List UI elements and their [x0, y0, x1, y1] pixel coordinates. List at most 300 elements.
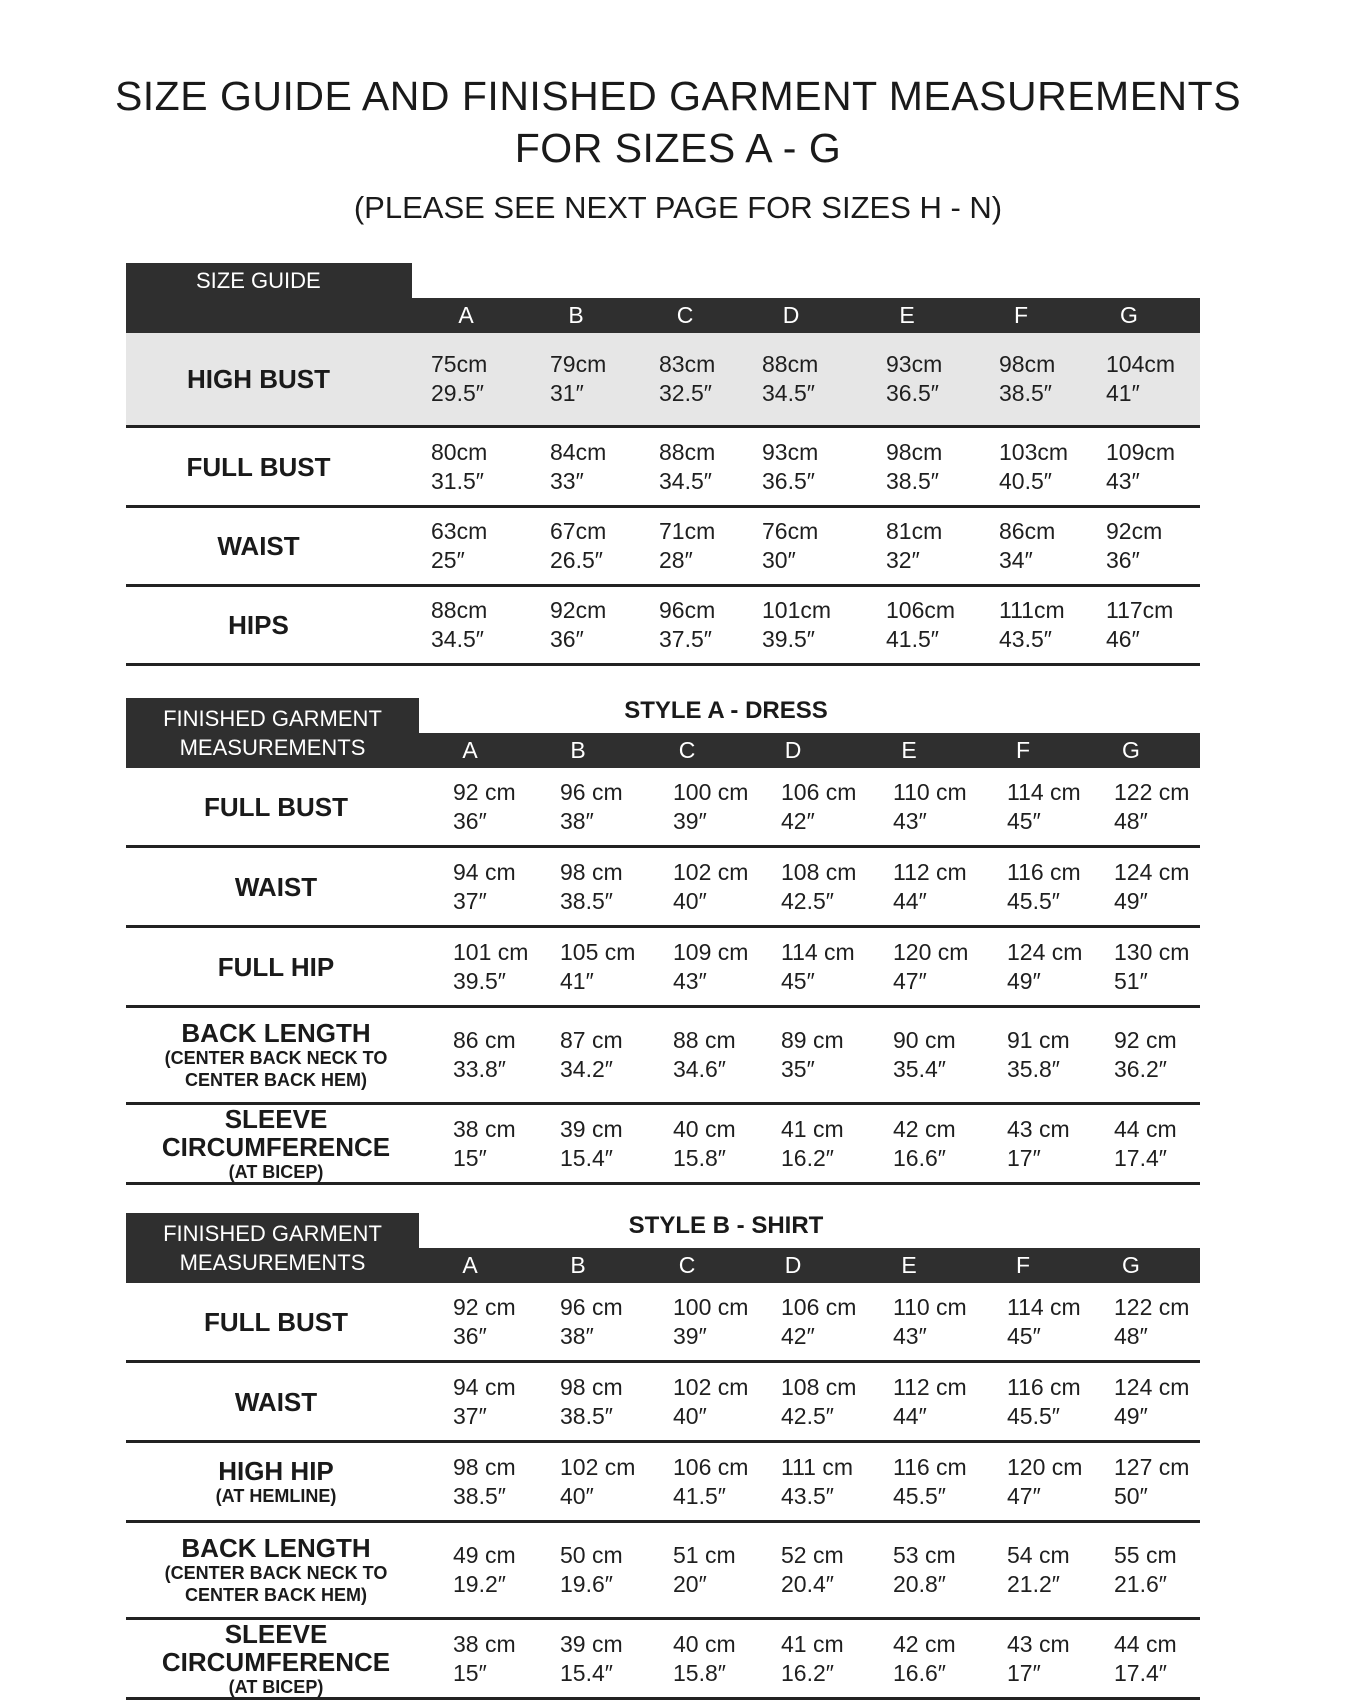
- size-guide-size-col-g: G: [1120, 302, 1138, 328]
- value-inches: 21.6″: [1114, 1571, 1167, 1597]
- value-inches: 42″: [781, 807, 815, 834]
- measurement-cell: [453, 768, 516, 845]
- value-cm: 111 cm: [781, 1453, 854, 1480]
- value-cm: 98cm: [999, 351, 1056, 377]
- value-inches: 34.2″: [560, 1056, 613, 1082]
- value-cm: 51 cm: [673, 1542, 736, 1568]
- row-label: [126, 587, 391, 663]
- value-inches: 34.5″: [762, 380, 815, 406]
- value-inches: 43.5″: [781, 1482, 834, 1509]
- measurement-cell: [893, 1008, 956, 1102]
- value-cm: 93cm: [762, 438, 819, 465]
- value-cm: 92cm: [550, 597, 607, 623]
- value-cm: 103cm: [999, 438, 1069, 465]
- value-cm: 105 cm: [560, 938, 636, 965]
- value-inches: 47″: [1007, 1482, 1041, 1509]
- row-label-sub: (AT BICEP): [228, 1161, 324, 1182]
- value-inches: 30″: [762, 547, 796, 573]
- measurement-cell: [1007, 928, 1082, 1005]
- value-inches: 28″: [659, 547, 693, 573]
- measurement-cell: [999, 587, 1065, 663]
- value-inches: 42.5″: [781, 887, 834, 914]
- measurement-cell: [1114, 1620, 1177, 1697]
- value-inches: 35.4″: [893, 1056, 946, 1082]
- measurement-cell: [1106, 428, 1175, 505]
- value-inches: 41″: [1106, 380, 1140, 406]
- measurement-cell: [781, 1443, 853, 1520]
- value-inches: 35.8″: [1007, 1056, 1060, 1082]
- measurement-cell: [893, 1105, 956, 1182]
- value-inches: 43″: [893, 1322, 927, 1349]
- value-cm: 112 cm: [893, 858, 967, 885]
- value-cm: 106 cm: [781, 1293, 857, 1320]
- value-inches: 36″: [1106, 547, 1140, 573]
- value-inches: 42.5″: [781, 1402, 834, 1429]
- measurement-cell: [999, 333, 1055, 425]
- measurement-cell: [1007, 1363, 1081, 1440]
- value-cm: 111cm: [999, 597, 1065, 623]
- measurement-cell: [453, 1105, 516, 1182]
- measurement-cell: [560, 1008, 623, 1102]
- row-label: [126, 1523, 426, 1617]
- measurement-cell: [673, 1620, 736, 1697]
- measurement-cell: [893, 1523, 956, 1617]
- value-inches: 16.6″: [893, 1144, 946, 1171]
- row-label-sub: CENTER BACK HEM): [185, 1585, 367, 1605]
- style-a-header-tab: [126, 698, 419, 768]
- style-a-size-col-d: D: [784, 737, 802, 763]
- value-cm: 110 cm: [893, 1293, 967, 1320]
- value-cm: 88 cm: [673, 1027, 736, 1053]
- value-cm: 114 cm: [781, 938, 855, 965]
- measurement-cell: [673, 768, 748, 845]
- measurement-cell: [1114, 1105, 1177, 1182]
- value-cm: 117cm: [1106, 597, 1174, 623]
- measurement-cell: [453, 1008, 516, 1102]
- value-inches: 41.5″: [673, 1482, 726, 1509]
- value-cm: 101cm: [762, 597, 832, 623]
- value-inches: 34.5″: [431, 626, 484, 652]
- value-inches: 49″: [1114, 1402, 1148, 1429]
- measurement-cell: [886, 333, 942, 425]
- style-a-header: [126, 698, 1200, 768]
- measurement-cell: [1114, 768, 1189, 845]
- table-row: [126, 1620, 1200, 1700]
- style-b-header-label-line-2: MEASUREMENTS: [179, 1250, 366, 1275]
- measurement-cell: [781, 928, 855, 1005]
- table-row: [126, 1283, 1200, 1363]
- table-row: [126, 1523, 1200, 1620]
- measurement-cell: [560, 1363, 623, 1440]
- value-inches: 40″: [560, 1482, 594, 1509]
- value-cm: 40 cm: [673, 1115, 736, 1142]
- table-row: [126, 1443, 1200, 1523]
- value-cm: 92 cm: [453, 1293, 516, 1320]
- value-cm: 75cm: [431, 351, 488, 377]
- measurement-cell: [893, 768, 967, 845]
- value-cm: 106 cm: [673, 1453, 749, 1480]
- size-guide-table: [126, 263, 1200, 666]
- style-a-dress-table: [126, 698, 1200, 1185]
- value-cm: 88cm: [659, 438, 716, 465]
- value-inches: 47″: [893, 967, 927, 994]
- value-inches: 34.5″: [659, 467, 712, 494]
- value-cm: 43 cm: [1007, 1115, 1070, 1142]
- style-b-style-title: STYLE B - SHIRT: [628, 1212, 824, 1239]
- style-b-size-col-f: F: [1015, 1252, 1031, 1278]
- value-inches: 43″: [1106, 467, 1140, 494]
- value-cm: 109cm: [1106, 438, 1176, 465]
- row-label-main: FULL BUST: [204, 1306, 348, 1337]
- value-inches: 33″: [550, 467, 584, 494]
- value-cm: 98cm: [886, 438, 943, 465]
- measurement-cell: [560, 1620, 623, 1697]
- row-label: [126, 1283, 426, 1360]
- value-inches: 19.6″: [560, 1571, 613, 1597]
- value-cm: 44 cm: [1114, 1115, 1177, 1142]
- value-cm: 88cm: [431, 597, 488, 623]
- value-cm: 89 cm: [781, 1027, 844, 1053]
- value-inches: 43″: [893, 807, 927, 834]
- value-cm: 130 cm: [1114, 938, 1190, 965]
- value-cm: 84cm: [550, 438, 607, 465]
- value-inches: 34.6″: [673, 1056, 726, 1082]
- value-cm: 98 cm: [560, 858, 623, 885]
- measurement-cell: [1114, 1363, 1189, 1440]
- value-inches: 39″: [673, 807, 707, 834]
- style-a-header-label-line-1: FINISHED GARMENT: [163, 706, 382, 731]
- measurement-cell: [893, 1443, 967, 1520]
- value-cm: 71cm: [659, 518, 716, 544]
- table-row: [126, 1105, 1200, 1185]
- value-inches: 31.5″: [431, 467, 484, 494]
- measurement-cell: [560, 1443, 635, 1520]
- value-cm: 122 cm: [1114, 1293, 1190, 1320]
- measurement-cell: [431, 333, 487, 425]
- value-inches: 48″: [1114, 1322, 1148, 1349]
- value-inches: 32.5″: [659, 380, 712, 406]
- measurement-cell: [781, 1283, 856, 1360]
- value-cm: 120 cm: [893, 938, 969, 965]
- value-cm: 101 cm: [453, 938, 529, 965]
- row-label: [126, 508, 391, 584]
- measurement-cell: [550, 587, 606, 663]
- row-label-main: BACK LENGTH: [181, 1533, 371, 1563]
- measurement-cell: [762, 508, 818, 584]
- style-a-size-col-c: C: [678, 737, 696, 763]
- value-inches: 16.6″: [893, 1659, 946, 1686]
- value-inches: 39.5″: [762, 626, 815, 652]
- value-cm: 53 cm: [893, 1542, 956, 1568]
- measurement-cell: [431, 587, 487, 663]
- measurement-cell: [893, 848, 967, 925]
- row-label-main: HIGH BUST: [187, 364, 330, 394]
- table-row: [126, 848, 1200, 928]
- page-header: [0, 70, 1356, 228]
- value-inches: 44″: [893, 1402, 927, 1429]
- value-cm: 42 cm: [893, 1630, 956, 1657]
- value-inches: 17″: [1007, 1144, 1041, 1171]
- measurement-cell: [673, 1523, 736, 1617]
- value-cm: 44 cm: [1114, 1630, 1177, 1657]
- value-cm: 108 cm: [781, 1373, 857, 1400]
- value-inches: 17.4″: [1114, 1144, 1167, 1171]
- value-cm: 90 cm: [893, 1027, 956, 1053]
- style-a-header-label-line-2: MEASUREMENTS: [179, 735, 366, 760]
- value-inches: 20.4″: [781, 1571, 834, 1597]
- value-inches: 38.5″: [560, 887, 613, 914]
- row-label: [126, 1620, 426, 1697]
- size-guide-size-col-e: E: [899, 302, 915, 328]
- measurement-cell: [673, 1283, 748, 1360]
- style-b-header: [126, 1213, 1200, 1283]
- measurement-cell: [781, 1105, 844, 1182]
- row-label-sub: (CENTER BACK NECK TO: [164, 1563, 388, 1583]
- value-cm: 67cm: [550, 518, 607, 544]
- measurement-cell: [781, 1008, 844, 1102]
- measurement-cell: [673, 1105, 736, 1182]
- table-row: [126, 333, 1200, 428]
- value-inches: 36″: [550, 626, 584, 652]
- value-inches: 37.5″: [659, 626, 712, 652]
- measurement-cell: [453, 848, 516, 925]
- measurement-cell: [893, 928, 968, 1005]
- style-b-size-col-g: G: [1122, 1252, 1140, 1278]
- table-row: [126, 587, 1200, 666]
- row-label-main: WAIST: [234, 1386, 318, 1417]
- row-label-main: SLEEVE CIRCUMFERENCE: [161, 1618, 391, 1677]
- measurement-cell: [999, 508, 1055, 584]
- value-inches: 36.2″: [1114, 1056, 1167, 1082]
- value-inches: 39″: [673, 1322, 707, 1349]
- value-inches: 16.2″: [781, 1144, 834, 1171]
- value-cm: 96 cm: [560, 1293, 623, 1320]
- value-inches: 32″: [886, 547, 920, 573]
- value-cm: 106cm: [886, 597, 956, 623]
- value-inches: 20″: [673, 1571, 707, 1597]
- style-b-size-col-e: E: [901, 1252, 917, 1278]
- measurement-cell: [659, 333, 715, 425]
- row-label: [126, 1008, 426, 1102]
- measurement-cell: [762, 333, 818, 425]
- measurement-cell: [999, 428, 1068, 505]
- value-cm: 79cm: [550, 351, 607, 377]
- value-inches: 45″: [1007, 807, 1041, 834]
- value-inches: 51″: [1114, 967, 1148, 994]
- value-cm: 100 cm: [673, 1293, 749, 1320]
- value-cm: 96 cm: [560, 778, 623, 805]
- size-guide-size-col-d: D: [782, 302, 800, 328]
- value-cm: 86cm: [999, 518, 1056, 544]
- value-cm: 83cm: [659, 351, 716, 377]
- value-cm: 102 cm: [673, 858, 749, 885]
- row-label: [126, 333, 391, 425]
- measurement-cell: [1114, 1523, 1177, 1617]
- value-cm: 116 cm: [1007, 1373, 1081, 1400]
- measurement-cell: [550, 508, 606, 584]
- value-cm: 110 cm: [893, 778, 967, 805]
- row-label-sub: (CENTER BACK NECK TO: [164, 1048, 388, 1068]
- value-cm: 91 cm: [1007, 1027, 1070, 1053]
- measurement-cell: [560, 1105, 623, 1182]
- value-cm: 124 cm: [1114, 1373, 1190, 1400]
- measurement-cell: [560, 768, 623, 845]
- value-inches: 37″: [453, 1402, 487, 1429]
- page-subtitle: (PLEASE SEE NEXT PAGE FOR SIZES H - N): [353, 190, 1003, 225]
- page-title-line-2: FOR SIZES A - G: [514, 125, 842, 171]
- value-cm: 40 cm: [673, 1630, 736, 1657]
- measurement-cell: [762, 587, 831, 663]
- table-row: [126, 928, 1200, 1008]
- value-cm: 116 cm: [893, 1453, 967, 1480]
- value-inches: 15.4″: [560, 1144, 613, 1171]
- value-cm: 116 cm: [1007, 858, 1081, 885]
- measurement-cell: [453, 1443, 516, 1520]
- value-inches: 15.8″: [673, 1144, 726, 1171]
- measurement-cell: [1007, 1283, 1081, 1360]
- value-inches: 49″: [1114, 887, 1148, 914]
- value-inches: 38″: [560, 807, 594, 834]
- measurement-cell: [781, 848, 856, 925]
- measurement-cell: [1106, 508, 1162, 584]
- value-inches: 26.5″: [550, 547, 603, 573]
- measurement-cell: [886, 587, 955, 663]
- measurement-cell: [659, 428, 715, 505]
- row-label-main: FULL BUST: [186, 451, 331, 482]
- value-inches: 19.2″: [453, 1571, 506, 1597]
- value-cm: 92 cm: [1114, 1027, 1177, 1053]
- value-cm: 98 cm: [560, 1373, 623, 1400]
- value-cm: 102 cm: [560, 1453, 636, 1480]
- value-inches: 36.5″: [886, 380, 939, 406]
- measurement-cell: [781, 1620, 844, 1697]
- value-inches: 45″: [1007, 1322, 1041, 1349]
- measurement-cell: [1007, 1008, 1070, 1102]
- row-label: [126, 1105, 426, 1182]
- value-cm: 63cm: [431, 518, 488, 544]
- value-inches: 45.5″: [893, 1482, 946, 1509]
- value-cm: 109 cm: [673, 938, 749, 965]
- value-inches: 36.5″: [762, 467, 815, 494]
- measurement-cell: [781, 1363, 856, 1440]
- row-label-sub: (AT BICEP): [228, 1676, 324, 1697]
- measurement-cell: [453, 1620, 516, 1697]
- value-cm: 43 cm: [1007, 1630, 1070, 1657]
- value-cm: 50 cm: [560, 1542, 623, 1568]
- table-row: [126, 428, 1200, 508]
- value-inches: 40″: [673, 887, 707, 914]
- value-inches: 20.8″: [893, 1571, 946, 1597]
- value-inches: 41″: [560, 967, 594, 994]
- measurement-cell: [659, 508, 715, 584]
- measurement-cell: [886, 428, 942, 505]
- value-cm: 102 cm: [673, 1373, 749, 1400]
- value-inches: 43″: [673, 967, 707, 994]
- measurement-cell: [1007, 848, 1081, 925]
- value-inches: 15″: [453, 1144, 487, 1171]
- style-a-size-col-e: E: [901, 737, 917, 763]
- measurement-cell: [453, 928, 528, 1005]
- measurement-cell: [453, 1283, 516, 1360]
- measurement-cell: [673, 1443, 748, 1520]
- style-b-size-col-a: A: [462, 1252, 478, 1278]
- measurement-cell: [1114, 928, 1189, 1005]
- row-label-main: BACK LENGTH: [181, 1018, 371, 1048]
- value-inches: 16.2″: [781, 1659, 834, 1686]
- style-b-header-tab: [126, 1213, 419, 1283]
- size-guide-size-col-c: C: [676, 302, 694, 328]
- measurement-cell: [453, 1363, 516, 1440]
- value-inches: 38.5″: [453, 1482, 506, 1509]
- value-cm: 94 cm: [453, 858, 516, 885]
- value-inches: 45″: [781, 967, 815, 994]
- value-inches: 31″: [550, 380, 584, 406]
- measurement-cell: [560, 1283, 623, 1360]
- value-cm: 108 cm: [781, 858, 857, 885]
- value-inches: 36″: [453, 807, 487, 834]
- measurement-cell: [431, 508, 487, 584]
- value-inches: 15.8″: [673, 1659, 726, 1686]
- measurement-cell: [560, 1523, 623, 1617]
- style-b-header-label-line-1: FINISHED GARMENT: [163, 1221, 382, 1246]
- value-cm: 86 cm: [453, 1027, 516, 1053]
- value-inches: 46″: [1106, 626, 1140, 652]
- table-row: [126, 1363, 1200, 1443]
- value-inches: 29.5″: [431, 380, 484, 406]
- measurement-cell: [886, 508, 942, 584]
- value-cm: 39 cm: [560, 1630, 623, 1657]
- measurement-cell: [550, 333, 606, 425]
- row-label-main: FULL BUST: [204, 791, 348, 822]
- value-inches: 40.5″: [999, 467, 1052, 494]
- value-inches: 36″: [453, 1322, 487, 1349]
- style-a-style-title: STYLE A - DRESS: [624, 697, 828, 724]
- value-inches: 39.5″: [453, 967, 506, 994]
- row-label: [126, 848, 426, 925]
- value-cm: 104cm: [1106, 351, 1176, 377]
- value-cm: 98 cm: [453, 1453, 516, 1480]
- style-b-size-col-c: C: [678, 1252, 696, 1278]
- size-guide-header: [126, 263, 1200, 333]
- style-a-size-col-a: A: [462, 737, 478, 763]
- value-cm: 81cm: [886, 518, 943, 544]
- measurement-cell: [560, 848, 623, 925]
- row-label-main: SLEEVE CIRCUMFERENCE: [161, 1103, 391, 1162]
- size-guide-size-col-a: A: [458, 302, 474, 328]
- value-inches: 41.5″: [886, 626, 939, 652]
- size-guide-header-label: SIZE GUIDE: [196, 268, 321, 293]
- measurement-cell: [550, 428, 606, 505]
- value-cm: 41 cm: [781, 1630, 844, 1657]
- value-inches: 45.5″: [1007, 887, 1060, 914]
- value-cm: 80cm: [431, 438, 488, 465]
- value-cm: 88cm: [762, 351, 819, 377]
- value-inches: 17.4″: [1114, 1659, 1167, 1686]
- measurement-cell: [1007, 1105, 1070, 1182]
- measurement-cell: [1114, 1443, 1189, 1520]
- page-title-line-1: SIZE GUIDE AND FINISHED GARMENT MEASUREMENTS: [114, 73, 1242, 119]
- value-inches: 21.2″: [1007, 1571, 1060, 1597]
- row-label-main: WAIST: [234, 871, 318, 902]
- measurement-cell: [1007, 1443, 1082, 1520]
- value-cm: 54 cm: [1007, 1542, 1070, 1568]
- measurement-cell: [1007, 1620, 1070, 1697]
- measurement-cell: [1007, 768, 1081, 845]
- value-cm: 122 cm: [1114, 778, 1190, 805]
- measurement-cell: [1007, 1523, 1070, 1617]
- style-a-size-col-f: F: [1015, 737, 1031, 763]
- value-inches: 15″: [453, 1659, 487, 1686]
